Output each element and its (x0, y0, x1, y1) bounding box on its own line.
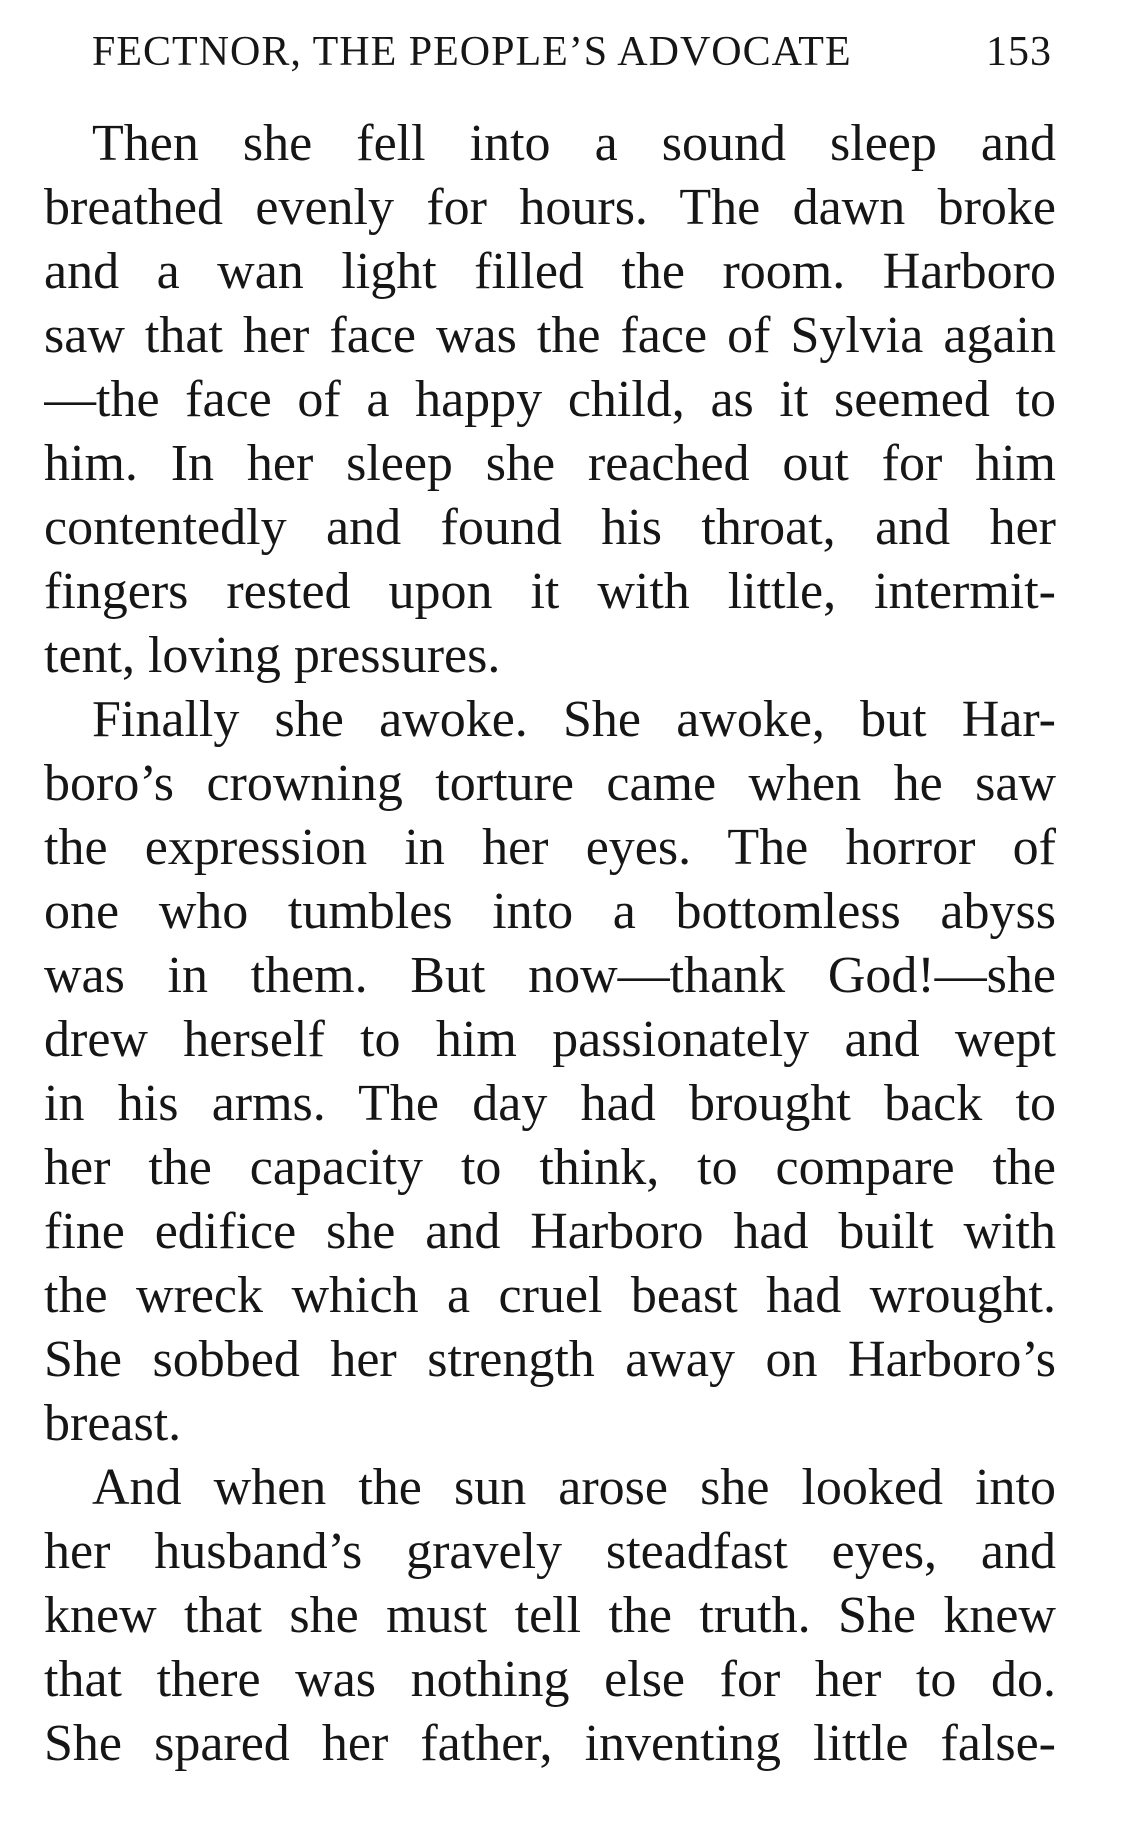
text-line: breathed evenly for hours. The dawn broke (44, 179, 1056, 236)
page-number: 153 (986, 29, 1052, 75)
paragraph-2 (44, 688, 1056, 1456)
text-line: She spared her father, inventing little false- (44, 1715, 1056, 1772)
text-line: was in them. But now—thank God!—she (44, 947, 1056, 1004)
text-line: boro’s crowning torture came when he saw (44, 755, 1056, 812)
text-line: fingers rested upon it with little, intermit- (44, 563, 1056, 620)
text-line: —the face of a happy child, as it seemed to (44, 371, 1056, 428)
body-text (44, 112, 1056, 1776)
text-line: saw that her face was the face of Sylvia again (44, 307, 1056, 364)
text-line: Then she fell into a sound sleep and (92, 115, 1056, 172)
text-line: and a wan light filled the room. Harboro (44, 243, 1056, 300)
text-line: in his arms. The day had brought back to (44, 1075, 1056, 1132)
text-line: contentedly and found his throat, and her (44, 499, 1056, 556)
text-line: drew herself to him passionately and wept (44, 1011, 1056, 1068)
running-title: FECTNOR, THE PEOPLE’S ADVOCATE (92, 29, 852, 75)
running-head (92, 22, 1052, 82)
paragraph-1 (44, 112, 1056, 688)
text-line: And when the sun arose she looked into (92, 1459, 1056, 1516)
text-line: the wreck which a cruel beast had wrought. (44, 1267, 1056, 1324)
text-line: her the capacity to think, to compare the (44, 1139, 1056, 1196)
text-line: one who tumbles into a bottomless abyss (44, 883, 1056, 940)
text-line: She sobbed her strength away on Harboro’s (44, 1331, 1056, 1388)
text-line: knew that she must tell the truth. She knew (44, 1587, 1056, 1644)
text-line: Finally she awoke. She awoke, but Har- (92, 691, 1056, 748)
paragraph-3 (44, 1456, 1056, 1776)
text-line: tent, loving pressures. (44, 627, 501, 684)
text-line: him. In her sleep she reached out for him (44, 435, 1056, 492)
text-line: that there was nothing else for her to do. (44, 1651, 1056, 1708)
text-line: fine edifice she and Harboro had built with (44, 1203, 1056, 1260)
text-line: the expression in her eyes. The horror of (44, 819, 1056, 876)
text-line: breast. (44, 1395, 182, 1452)
text-line: her husband’s gravely steadfast eyes, and (44, 1523, 1056, 1580)
